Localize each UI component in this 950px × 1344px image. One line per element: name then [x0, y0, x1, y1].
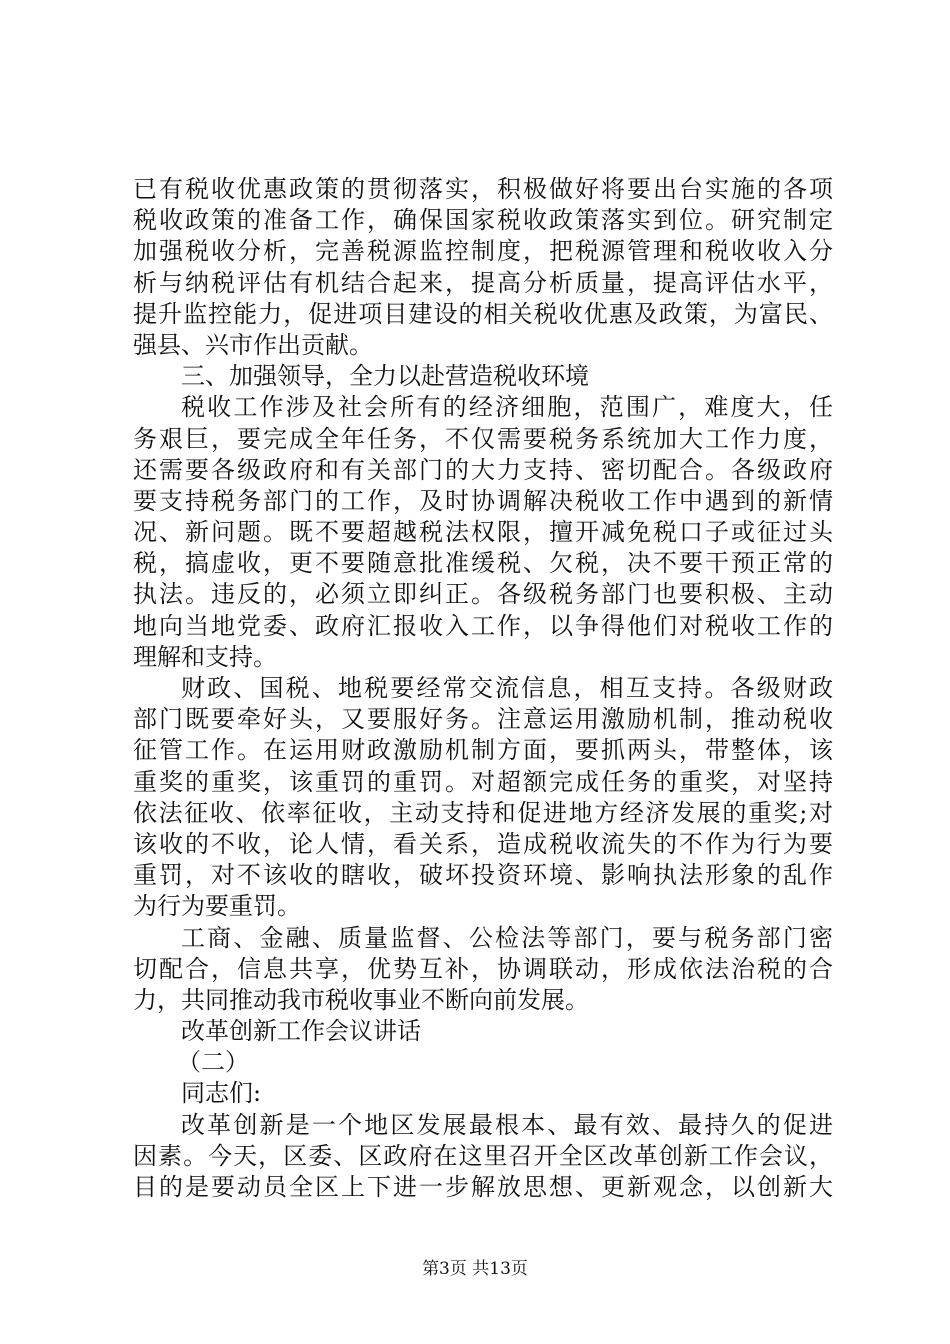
section-subtitle: （二） — [177, 1048, 249, 1077]
paragraph-line: 工商、金融、质量监督、公检法等部门，要与税务部门密 — [181, 923, 833, 952]
paragraph-line: 务艰巨，要完成全年任务，不仅需要税务系统加大工作力度， — [133, 424, 833, 453]
paragraph-line: 征管工作。在运用财政激励机制方面，要抓两头，带整体，该 — [133, 736, 833, 765]
paragraph-line: 改革创新是一个地区发展最根本、最有效、最持久的促进 — [181, 1110, 833, 1139]
paragraph-line: 切配合，信息共享，优势互补，协调联动，形成依法治税的合 — [133, 954, 833, 983]
paragraph-line: 税收工作涉及社会所有的经济细胞，范围广，难度大，任 — [181, 393, 833, 422]
paragraph-line: 税，搞虚收，更不要随意批准缓税、欠税，决不要干预正常的 — [133, 549, 833, 578]
paragraph-line: 重罚，对不该收的瞎收，破坏投资环境、影响执法形象的乱作 — [133, 861, 833, 890]
paragraph-line: 加强税收分析，完善税源监控制度，把税源管理和税收收入分 — [133, 237, 833, 266]
paragraph-line: 还需要各级政府和有关部门的大力支持、密切配合。各级政府 — [133, 455, 833, 484]
salutation: 同志们: — [181, 1079, 262, 1108]
paragraph-line: 已有税收优惠政策的贯彻落实，积极做好将要出台实施的各项 — [133, 175, 833, 203]
paragraph-line: 理解和支持。 — [133, 642, 277, 671]
paragraph-line: 况、新问题。既不要超越税法权限，擅开减免税口子或征过头 — [133, 518, 833, 547]
paragraph-line: 该收的不收，论人情，看关系，造成税收流失的不作为行为要 — [133, 829, 833, 858]
paragraph-line: 强县、兴市作出贡献。 — [133, 330, 373, 359]
paragraph-line: 因素。今天，区委、区政府在这里召开全区改革创新工作会议， — [133, 1141, 833, 1170]
paragraph-line: 税收政策的准备工作，确保国家税收政策落实到位。研究制定 — [133, 206, 833, 235]
page-number-footer: 第3页 共13页 — [422, 1259, 528, 1279]
paragraph-line: 依法征收、依率征收，主动支持和促进地方经济发展的重奖;对 — [133, 798, 833, 827]
paragraph-line: 地向当地党委、政府汇报收入工作，以争得他们对税收工作的 — [133, 611, 833, 640]
paragraph-line: 提升监控能力，促进项目建设的相关税收优惠及政策，为富民、 — [133, 299, 833, 328]
paragraph-line: 力，共同推动我市税收事业不断向前发展。 — [133, 985, 589, 1014]
paragraph-line: 目的是要动员全区上下进一步解放思想、更新观念，以创新大 — [133, 1173, 833, 1201]
paragraph-line: 为行为要重罚。 — [133, 892, 301, 921]
paragraph-line: 要支持税务部门的工作，及时协调解决税收工作中遇到的新情 — [133, 486, 833, 515]
section-heading: 三、加强领导，全力以赴营造税收环境 — [181, 362, 589, 391]
paragraph-line: 执法。违反的，必须立即纠正。各级税务部门也要积极、主动 — [133, 580, 833, 609]
section-title: 改革创新工作会议讲话 — [181, 1017, 421, 1046]
paragraph-line: 部门既要牵好头，又要服好务。注意运用激励机制，推动税收 — [133, 705, 833, 734]
paragraph-line: 财政、国税、地税要经常交流信息，相互支持。各级财政 — [181, 674, 833, 702]
document-body — [133, 174, 833, 1203]
paragraph-line: 重奖的重奖，该重罚的重罚。对超额完成任务的重奖，对坚持 — [133, 767, 833, 796]
paragraph-line: 析与纳税评估有机结合起来，提高分析质量，提高评估水平， — [133, 268, 833, 297]
